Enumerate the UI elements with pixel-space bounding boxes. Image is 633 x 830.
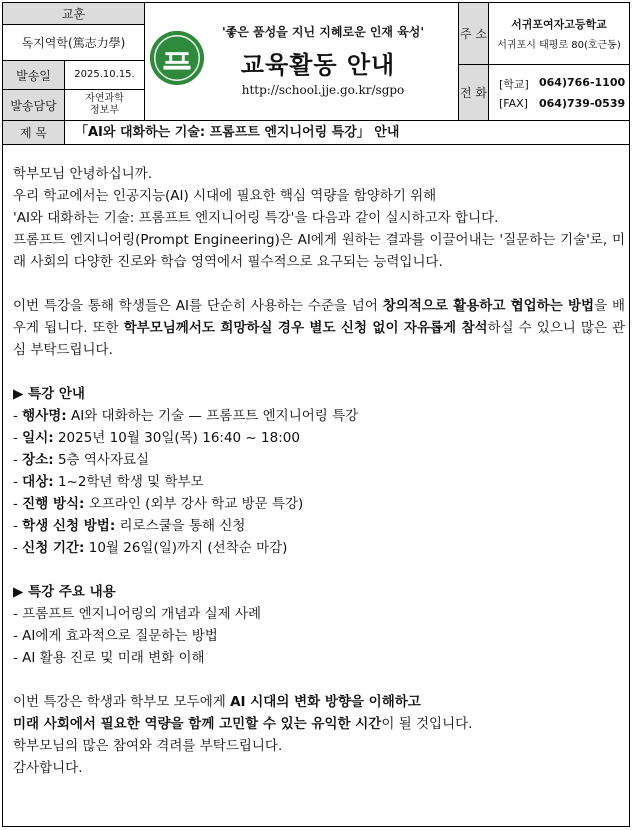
closing-text: 이번 특강은 학생과 학부모 모두에게	[13, 694, 231, 710]
detail-item: - 장소: 5층 역사자료실	[13, 452, 150, 468]
school-name: 서귀포여자고등학교	[511, 18, 607, 31]
purpose-text: 이번 특강을 통해 학생들은 AI를 단순히 사용하는 수준을 넘어	[13, 298, 383, 314]
purpose-text: 하실 수 있으니 많은 관심 부탁드립니다.	[13, 320, 625, 358]
event-details-list	[13, 405, 625, 559]
detail-label: 신청 기간:	[22, 540, 85, 556]
subject-text: 「AI와 대화하는 기술: 프롬프트 엔지니어링 특강」 안내	[75, 125, 400, 140]
address-cell	[489, 3, 629, 65]
content-item: - AI 활용 진로 및 미래 변화 이해	[13, 650, 205, 666]
intro-paragraph: 프롬프트 엔지니어링(Prompt Engineering)은 AI에게 원하는 결과를 이끌어내는 '질문하는 기술'로, 미래 사회의 다양한 진로와 학습 영역에서 필수적으로 요구되는 능력입니다.	[13, 232, 625, 270]
detail-item: - 일시: 2025년 10월 30일(목) 16:40 ~ 18:00	[13, 430, 300, 446]
detail-value: 5층 역사자료실	[53, 452, 150, 468]
closing-emphasis: 미래 사회에서 필요한 역량을 함께 고민할 수 있는 유익한 시간	[13, 716, 382, 732]
closing-line-1	[13, 691, 625, 713]
intro-line-2: 'AI와 대화하는 기술: 프롬프트 엔지니어링 특강'을 다음과 같이 실시하고자 합니다.	[13, 210, 499, 226]
detail-item: - 행사명: AI와 대화하는 기술 — 프롬프트 엔지니어링 특강	[13, 408, 359, 424]
detail-label: 일시:	[22, 430, 54, 446]
purpose-text: 을 배우게 됩니다. 또한	[13, 298, 626, 336]
dept-label: 발송담당	[3, 90, 65, 121]
page-title: 교육활동 안내	[240, 51, 396, 79]
detail-value: 1~2학년 학생 및 학부모	[53, 474, 204, 490]
dept-value-line1: 자연과학	[85, 93, 124, 104]
education-value: 독지역학(篤志力學)	[3, 25, 145, 61]
main-content-list	[13, 603, 625, 669]
closing-line-2	[13, 713, 625, 735]
intro-line-1: 우리 학교에서는 인공지능(AI) 시대에 필요한 핵심 역량을 함양하기 위해	[13, 188, 437, 204]
closing-line-3: 학부모님의 많은 참여와 격려를 부탁드립니다.	[13, 738, 283, 754]
content-item: - 프롬프트 엔지니어링의 개념과 실제 사례	[13, 606, 262, 622]
purpose-paragraph	[13, 295, 625, 361]
detail-item: - 학생 신청 방법: 리로스쿨을 통해 신청	[13, 518, 246, 534]
purpose-emphasis-1: 창의적으로 활용하고 협업하는 방법	[382, 298, 595, 314]
detail-value: 리로스쿨을 통해 신청	[115, 518, 246, 534]
education-label: 교훈	[3, 3, 145, 25]
detail-label: 학생 신청 방법:	[22, 518, 116, 534]
content-item: - AI에게 효과적으로 질문하는 방법	[13, 628, 218, 644]
document-frame	[2, 2, 630, 827]
subject-label: 제 목	[3, 121, 65, 144]
send-date-label: 발송일	[3, 61, 65, 90]
phone-number: 064)766-1100	[539, 76, 626, 89]
phone-cell	[489, 65, 629, 121]
detail-item: - 진행 방식: 오프라인 (외부 강사 학교 방문 특강)	[13, 496, 304, 512]
detail-value: AI와 대화하는 기술 — 프롬프트 엔지니어링 특강	[66, 408, 359, 424]
detail-label: 장소:	[22, 452, 54, 468]
detail-label: 행사명:	[22, 408, 67, 424]
address-label: 주 소	[459, 3, 489, 65]
dept-value	[65, 90, 145, 121]
detail-value: 오프라인 (외부 강사 학교 방문 특강)	[84, 496, 304, 512]
detail-label: 대상:	[22, 474, 54, 490]
detail-value: 2025년 10월 30일(목) 16:40 ~ 18:00	[53, 430, 300, 446]
section-event-info-title: ▶ 특강 안내	[13, 386, 85, 402]
closing-emphasis: AI 시대의 변화 방향을 이해하고	[230, 694, 421, 710]
phone-tag: [학교]	[499, 78, 529, 91]
detail-label: 진행 방식:	[22, 496, 85, 512]
phone-label: 전 화	[459, 65, 489, 121]
school-address: 서귀포시 태평로 80(호근동)	[497, 40, 621, 51]
detail-item: - 대상: 1~2학년 학생 및 학부모	[13, 474, 204, 490]
greeting: 학부모님 안녕하십니까.	[13, 166, 152, 182]
fax-number: 064)739-0539	[539, 97, 626, 110]
letter-body	[13, 163, 625, 779]
closing-line-4: 감사합니다.	[13, 760, 83, 776]
school-motto: '좋은 품성을 지닌 지혜로운 인재 육성'	[221, 25, 425, 39]
detail-value: 10월 26일(일)까지 (선착순 마감)	[84, 540, 288, 556]
school-url-link[interactable]: http://school.jje.go.kr/sgpo	[241, 83, 405, 97]
fax-tag: [FAX]	[499, 97, 528, 110]
section-main-content-title: ▶ 특강 주요 내용	[13, 584, 116, 600]
purpose-emphasis-2: 학부모님께서도 희망하실 경우 별도 신청 없이 자유롭게 참석	[123, 320, 488, 336]
subject-row	[3, 121, 629, 145]
send-date-value: 2025.10.15.	[65, 61, 145, 90]
detail-item: - 신청 기간: 10월 26일(일)까지 (선착순 마감)	[13, 540, 288, 556]
closing-text: 이 될 것입니다.	[381, 716, 473, 732]
dept-value-line2: 정보부	[90, 105, 119, 116]
letter-header	[3, 3, 629, 121]
